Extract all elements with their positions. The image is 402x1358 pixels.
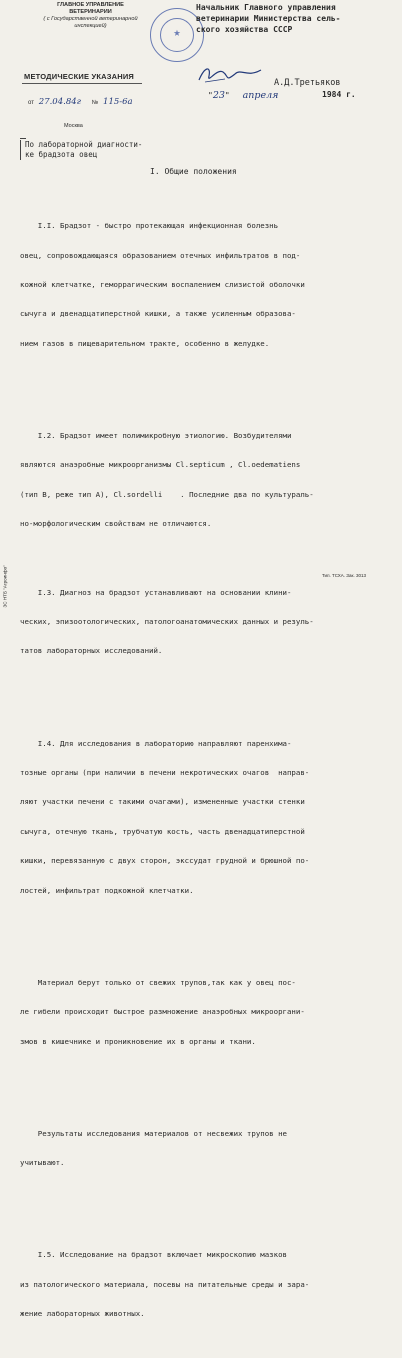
text-line: змов в кишечнике и проникновение их в органы и ткани. (20, 1036, 256, 1046)
text-line: нием газов в пищеварительном тракте, особенно в желудке. (20, 338, 270, 348)
approval-block (196, 2, 396, 88)
section-heading: I. Общие положения (150, 167, 237, 176)
city: Москва (64, 123, 83, 129)
stamp-star-icon: ★ (173, 25, 181, 39)
number-label: № (91, 100, 99, 106)
from-label: от (28, 100, 34, 106)
title-line-2: ке брадзота овец (25, 150, 98, 159)
paragraph-6 (20, 1109, 396, 1187)
text-line: I.I. Брадзот - быстро протекающая инфекционная болезнь (20, 221, 279, 231)
text-line: из патологического материала, посевы на питательные среды и зара- (20, 1279, 310, 1289)
document-number: 115-6а (103, 97, 133, 107)
text-line: являются анаэробные микроорганизмы Cl.septicum , Cl.oedematiens (20, 460, 301, 470)
text-line: ле гибели происходит быстрое размножение анаэробных микрооргани- (20, 1007, 305, 1017)
document-number-row (28, 97, 133, 107)
paragraph-1 (20, 202, 396, 369)
text-line: I.4. Для исследования в лабораторию направляют паренхима- (20, 738, 292, 748)
approver-name: А.Д.Третьяков (274, 78, 341, 88)
text-line: Результаты исследования материалов от несвежих трупов не (20, 1128, 287, 1138)
paragraph-3 (20, 568, 396, 676)
approval-line-3: ского хозяйства СССР (196, 25, 293, 34)
signature (195, 62, 265, 86)
text-line: кожной клетчатке, геморрагическим воспалением слизистой оболочки (20, 279, 305, 289)
title-line-1: По лабораторной диагности- (25, 140, 143, 149)
paragraph-4 (20, 719, 396, 915)
issuer-line-2: ВЕТЕРИНАРИИ (69, 9, 112, 15)
text-line: ляют участки печени с такими очагами), измененные участки стенки (20, 797, 305, 807)
approval-year: 1984 г. (322, 90, 356, 99)
print-mark: Тип. ТСХА. Зак. 3013 (322, 573, 366, 578)
approval-date: "23" апреля 1984 г. (208, 90, 356, 101)
approval-line-1: Начальник Главного управления (196, 3, 336, 12)
approval-day: 23 (212, 90, 225, 101)
body-text (20, 182, 396, 1358)
text-line: жение лабораторных животных. (20, 1309, 145, 1319)
text-line: Материал берут только от свежих трупов,так как у овец пос- (20, 977, 296, 987)
issuer-header (18, 2, 163, 30)
document-title (20, 140, 185, 160)
text-line: сычуга и двенадцатиперстной кишки, а также усиленным образова- (20, 309, 296, 319)
text-line: учитывают. (20, 1158, 65, 1168)
issuer-line-3: ( с Государственной ветеринарной (43, 16, 138, 22)
text-line: овец, сопровождающаяся образованием отечных инфильтратов в под- (20, 250, 301, 260)
text-line: сычуга, отечную ткань, трубчатую кость, часть двенадцатиперстной (20, 826, 305, 836)
text-line: ческих, эпизоотологических, патологоанатомических данных и резуль- (20, 617, 314, 627)
text-line: I.2. Брадзот имеет полимикробную этиологию. Возбудителями (20, 430, 292, 440)
text-line: кишки, перевязанную с двух сторон, экссудат грудной и брюшной по- (20, 856, 310, 866)
paragraph-5 (20, 958, 396, 1066)
library-mark: ЗС НТБ "Агроинфо" (2, 565, 8, 608)
text-line: I.3. Диагноз на брадзот устанавливают на основании клини- (20, 587, 292, 597)
divider (22, 83, 142, 84)
approval-month: апреля (242, 90, 279, 101)
text-line: I.5. Исследование на брадзот включает микроскопию мазков (20, 1250, 287, 1260)
approval-line-2: ветеринарии Министерства сель- (196, 14, 341, 23)
text-line: (тип В, реже тип А), Cl.sordelli . Последние два по культураль- (20, 489, 314, 499)
issuer-line-4: инспекцией) (74, 23, 107, 29)
paragraph-2 (20, 411, 396, 548)
paragraph-7 (20, 1231, 396, 1339)
text-line: но-морфологическим свойствам не отличаются. (20, 519, 212, 529)
issuer-line-1: ГЛАВНОЕ УПРАВЛЕНИЕ (57, 2, 124, 8)
text-line: тозные органы (при наличии в печени некротических очагов направ- (20, 768, 310, 778)
document-type: МЕТОДИЧЕСКИЕ УКАЗАНИЯ (24, 72, 135, 81)
issue-date: 27.04.84г (38, 97, 81, 107)
text-line: лостей, инфильтрат подкожной клетчатки. (20, 885, 194, 895)
text-line: татов лабораторных исследований. (20, 646, 163, 656)
